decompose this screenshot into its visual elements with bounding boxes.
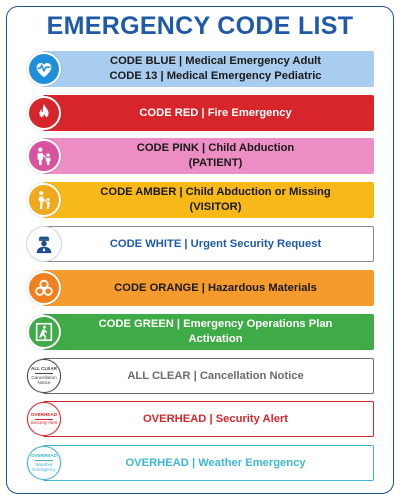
code-description-line: (PATIENT) [188,157,243,169]
code-description-line: Activation [188,333,243,345]
badge-top-text: OVERHEAD [30,412,58,418]
code-description-line: CODE 13 | Medical Emergency Pediatric [109,70,322,82]
exit-door-icon [27,315,61,349]
overhead-security-badge-icon [27,402,61,436]
code-description-line: ALL CLEAR | Cancellation Notice [127,369,304,382]
badge-bottom-text: Weather Emergency [32,461,56,473]
code-description-line: CODE PINK | Child Abduction [136,142,295,154]
code-description-line: CODE ORANGE | Hazardous Materials [114,281,317,294]
code-red-bar [43,95,374,131]
biohazard-icon [27,271,61,305]
badge-top-text: ALL CLEAR [31,366,57,372]
code-blue-bar [43,51,374,87]
adult-child-walking-icon [27,183,61,217]
code-description-line: CODE AMBER | Child Abduction or Missing [100,186,331,198]
code-description-line: (VISITOR) [189,201,242,213]
all-clear-badge-icon [27,359,61,393]
badge-top-text: OVERHEAD [30,453,58,459]
code-orange-bar [43,270,374,306]
code-green-bar [43,314,374,350]
code-description-line: CODE RED | Fire Emergency [139,106,292,119]
all-clear-bar [43,358,374,394]
code-description-line: CODE BLUE | Medical Emergency Adult [110,55,321,67]
page-title: EMERGENCY CODE LIST [46,12,354,40]
adult-child-icon [27,139,61,173]
code-description-line: CODE GREEN | Emergency Operations Plan [98,318,333,330]
code-description-line: CODE WHITE | Urgent Security Request [109,237,322,250]
overhead-weather-bar [43,445,374,481]
code-white-bar [43,226,374,262]
badge-divider [35,419,53,420]
code-amber-bar [43,182,374,218]
badge-divider [35,460,53,461]
overhead-security-bar [43,401,374,437]
code-description-line: OVERHEAD | Weather Emergency [125,456,306,469]
overhead-weather-badge-icon [27,446,61,480]
badge-divider [35,373,53,374]
fire-icon [27,96,61,130]
security-guard-icon [27,227,61,261]
code-description-line: OVERHEAD | Security Alert [142,412,289,425]
heart-pulse-icon [27,52,61,86]
code-pink-bar [43,138,374,174]
badge-bottom-text: Cancellation Notice [31,374,57,386]
badge-bottom-text: Security Alert [30,420,58,426]
